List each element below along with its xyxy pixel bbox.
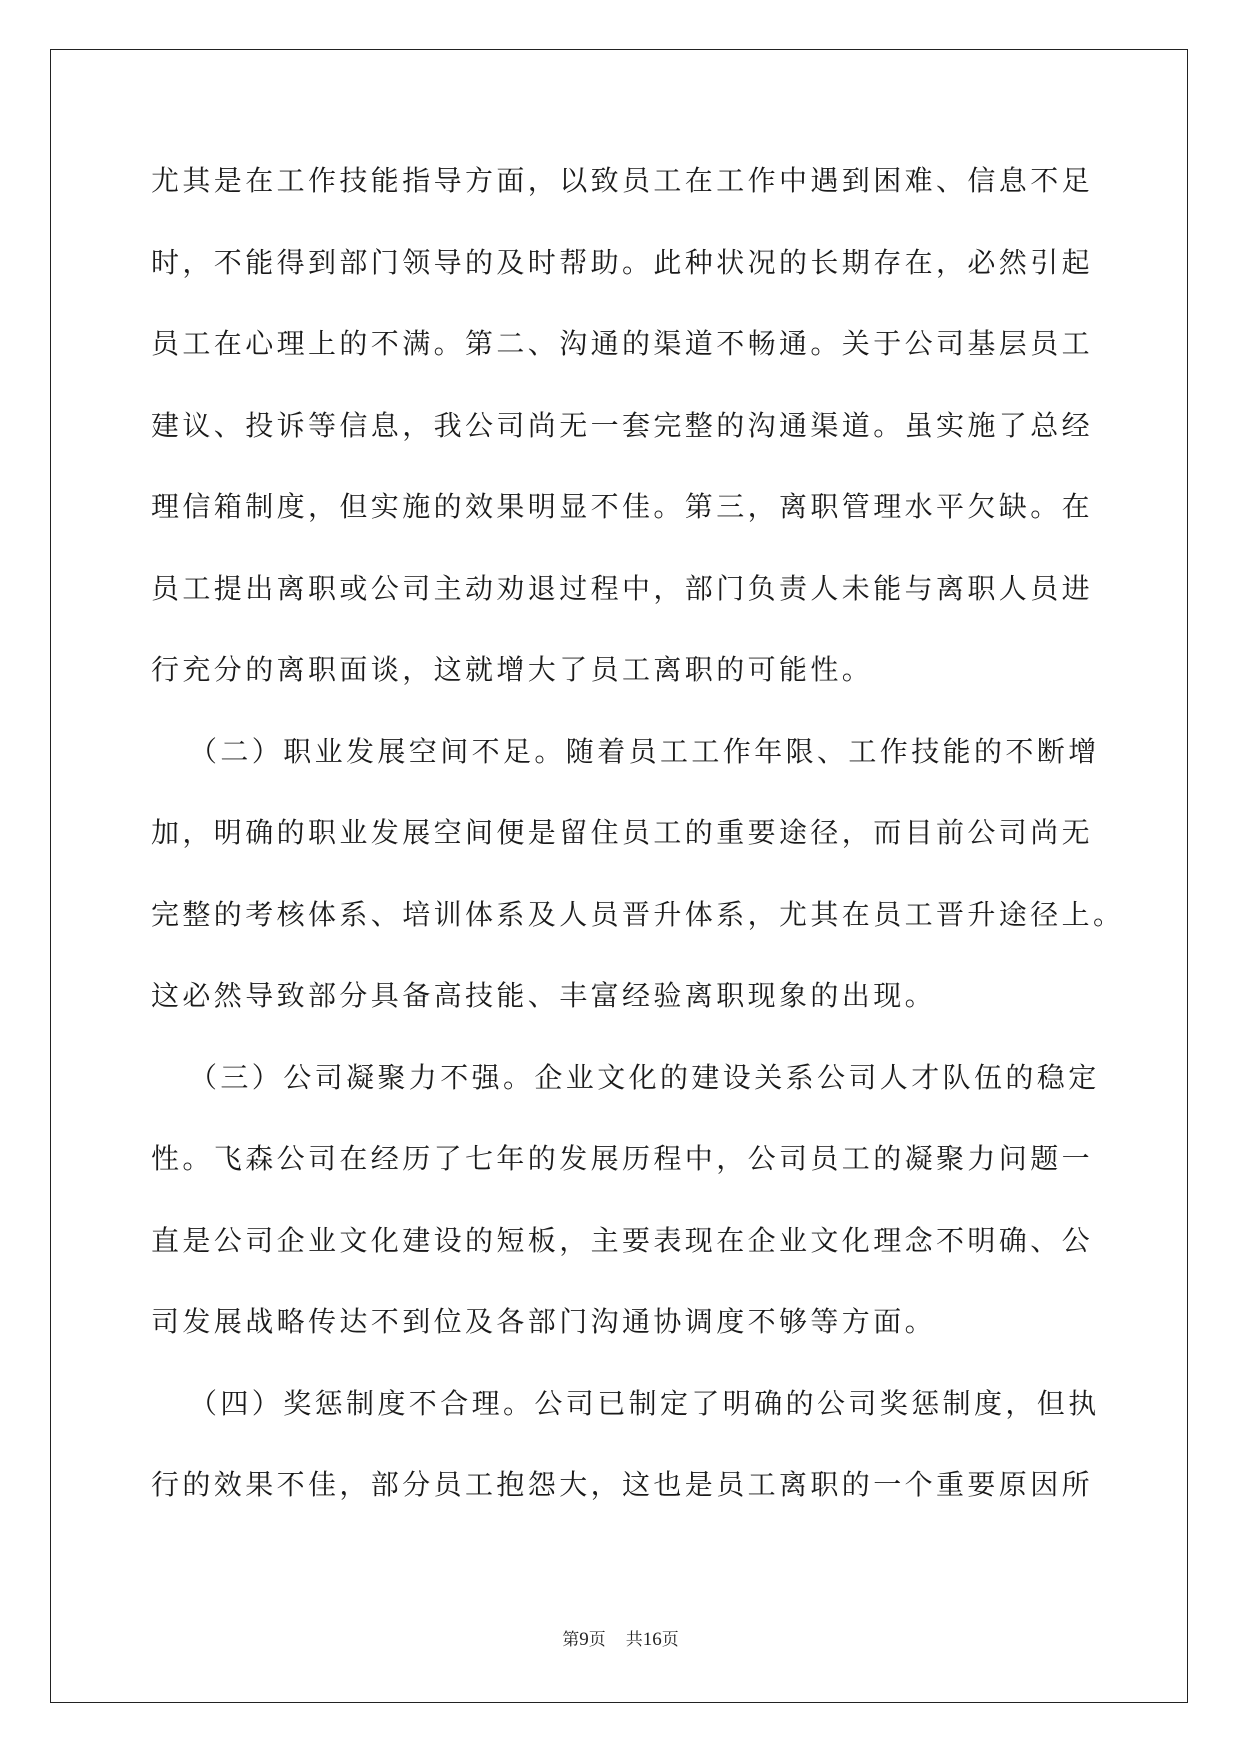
text-line: 司发展战略传达不到位及各部门沟通协调度不够等方面。 xyxy=(151,1305,937,1338)
text-line: 员工提出离职或公司主动劝退过程中，部门负责人未能与离职人员进 xyxy=(151,571,1094,605)
page-suffix: 页 xyxy=(588,1630,606,1650)
text-line: 尤其是在工作技能指导方面，以致员工在工作中遇到困难、信息不足 xyxy=(151,164,1094,197)
document-body xyxy=(151,162,1125,1548)
total-prefix: 共 xyxy=(625,1630,643,1650)
page-footer xyxy=(0,1625,1241,1651)
text-line: 理信箱制度，但实施的效果明显不佳。第三，离职管理水平欠缺。在 xyxy=(151,490,1094,523)
text-line: 直是公司企业文化建设的短板，主要表现在企业文化理念不明确、公 xyxy=(151,1223,1094,1257)
text-line: 这必然导致部分具备高技能、丰富经验离职现象的出现。 xyxy=(151,979,937,1012)
paragraph-start-line: （三）公司凝聚力不强。企业文化的建设关系公司人才队伍的稳定 xyxy=(189,1060,1100,1094)
paragraph-start-line: （二）职业发展空间不足。随着员工工作年限、工作技能的不断增 xyxy=(189,734,1100,768)
text-line: 加，明确的职业发展空间便是留住员工的重要途径，而目前公司尚无 xyxy=(151,816,1094,849)
text-line: 行充分的离职面谈，这就增大了员工离职的可能性。 xyxy=(151,653,874,686)
total-page-count: 16 xyxy=(642,1629,662,1650)
current-page-number: 9 xyxy=(579,1629,589,1650)
text-line: 行的效果不佳，部分员工抱怨大，这也是员工离职的一个重要原因所 xyxy=(151,1468,1094,1501)
text-line: 员工在心理上的不满。第二、沟通的渠道不畅通。关于公司基层员工 xyxy=(151,327,1094,360)
text-line: 性。飞森公司在经历了七年的发展历程中，公司员工的凝聚力问题一 xyxy=(151,1142,1094,1175)
text-line: 时，不能得到部门领导的及时帮助。此种状况的长期存在，必然引起 xyxy=(151,245,1094,279)
text-line: 完整的考核体系、培训体系及人员晋升体系，尤其在员工晋升途径上。 xyxy=(151,897,1125,931)
paragraph-start-line: （四）奖惩制度不合理。公司已制定了明确的公司奖惩制度，但执 xyxy=(189,1386,1100,1420)
text-line: 建议、投诉等信息，我公司尚无一套完整的沟通渠道。虽实施了总经 xyxy=(151,408,1094,442)
page-prefix: 第 xyxy=(562,1630,580,1650)
total-suffix: 页 xyxy=(661,1630,679,1650)
